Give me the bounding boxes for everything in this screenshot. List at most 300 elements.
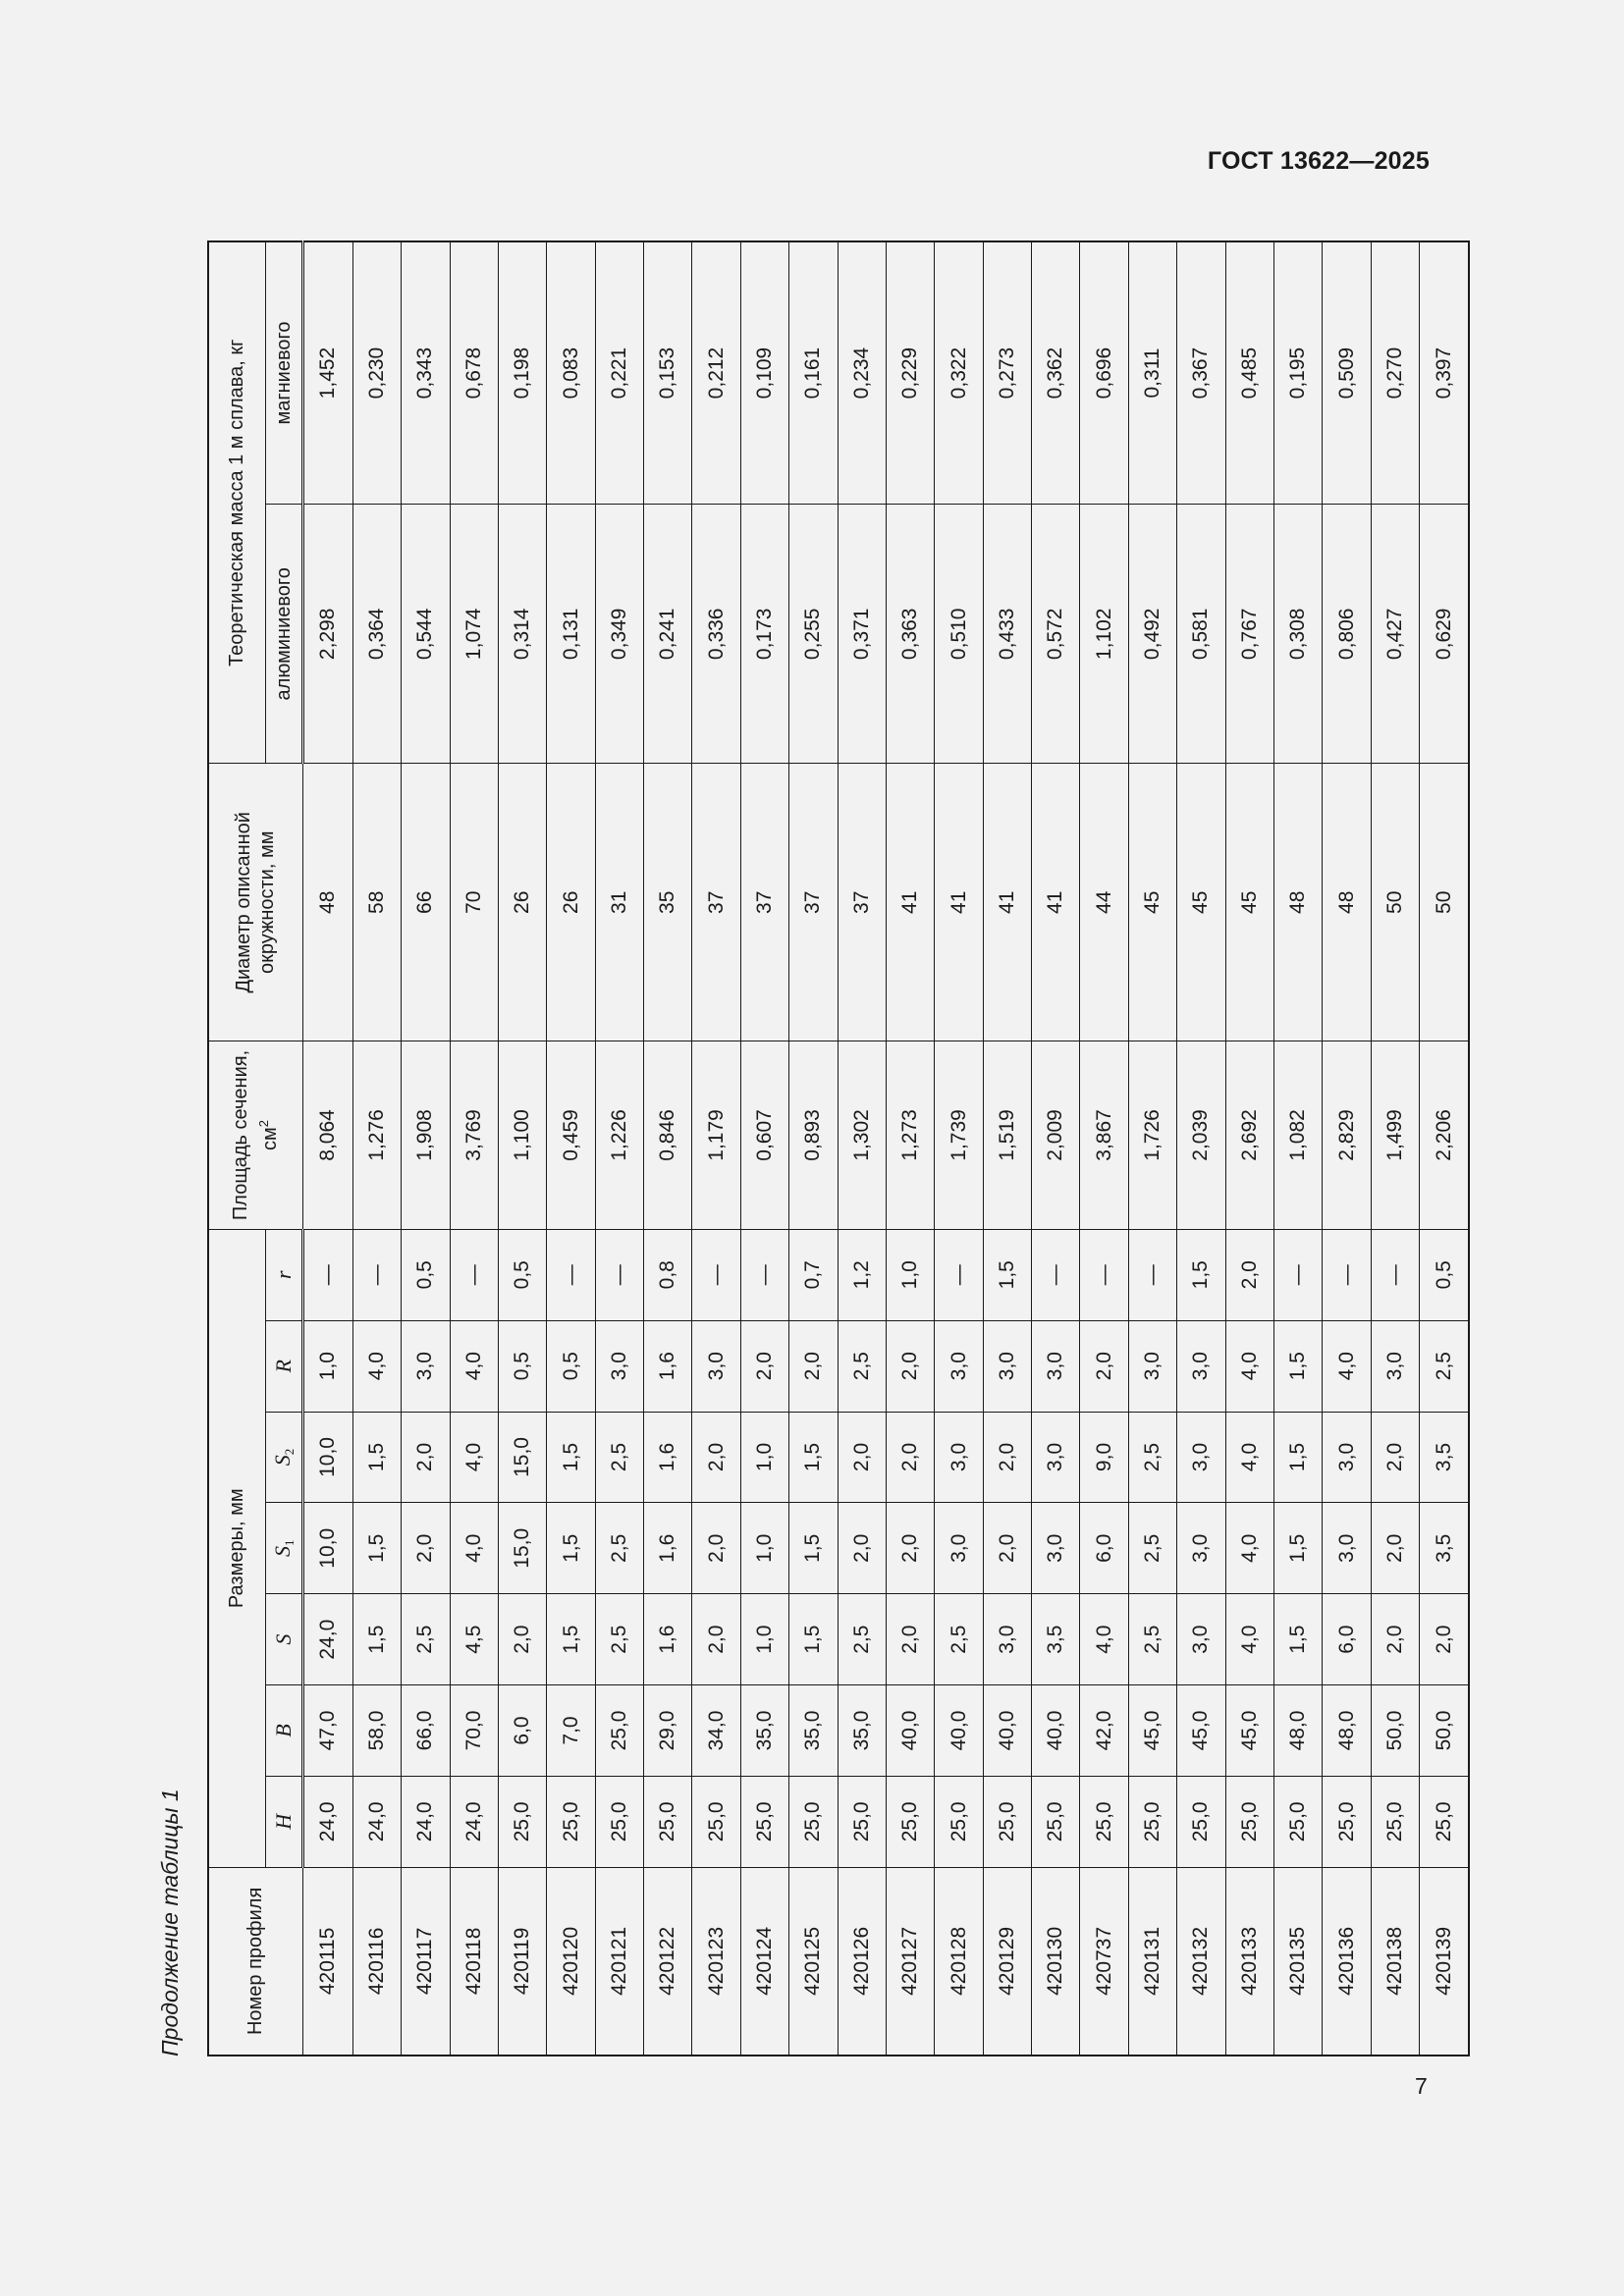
- cell-S1: 3,0: [935, 1503, 983, 1594]
- cell-S2: 2,0: [402, 1412, 450, 1503]
- cell-area: 2,039: [1177, 1041, 1225, 1230]
- cell-R: 2,0: [740, 1320, 788, 1412]
- cell-S: 2,5: [595, 1594, 643, 1685]
- cell-profile-number: 420128: [935, 1867, 983, 2056]
- cell-mass-aluminum: 0,572: [1032, 505, 1080, 764]
- cell-S1: 2,0: [983, 1503, 1031, 1594]
- rotated-table-block: [154, 240, 1470, 2056]
- cell-mass-aluminum: 0,364: [352, 505, 401, 764]
- cell-R: 0,5: [498, 1320, 546, 1412]
- cell-profile-number: 420124: [740, 1867, 788, 2056]
- header-mass: Теоретическая масса 1 м сплава, кг: [208, 241, 265, 764]
- cell-r: 0,5: [1420, 1229, 1469, 1320]
- cell-S: 24,0: [302, 1594, 352, 1685]
- cell-r: —: [740, 1229, 788, 1320]
- cell-mass-aluminum: 2,298: [302, 505, 352, 764]
- cell-mass-aluminum: 1,074: [450, 505, 498, 764]
- cell-mass-aluminum: 1,102: [1080, 505, 1128, 764]
- cell-S: 4,0: [1225, 1594, 1273, 1685]
- cell-S2: 2,0: [1371, 1412, 1419, 1503]
- cell-diameter: 45: [1225, 764, 1273, 1041]
- cell-mass-aluminum: 0,363: [886, 505, 934, 764]
- cell-r: 1,5: [983, 1229, 1031, 1320]
- table-row: [1128, 241, 1176, 2056]
- cell-B: 34,0: [692, 1685, 740, 1777]
- cell-B: 45,0: [1225, 1685, 1273, 1777]
- cell-mass-magnesium: 0,229: [886, 241, 934, 505]
- cell-profile-number: 420121: [595, 1867, 643, 2056]
- cell-mass-aluminum: 0,427: [1371, 505, 1419, 764]
- cell-area: 0,893: [789, 1041, 838, 1230]
- cell-r: —: [1273, 1229, 1322, 1320]
- table-row: [983, 241, 1031, 2056]
- cell-H: 25,0: [935, 1776, 983, 1867]
- cell-diameter: 48: [1323, 764, 1371, 1041]
- cell-R: 4,0: [450, 1320, 498, 1412]
- cell-B: 48,0: [1323, 1685, 1371, 1777]
- cell-mass-aluminum: 0,241: [644, 505, 692, 764]
- header-profile-number: Номер профиля: [208, 1867, 302, 2056]
- cell-diameter: 50: [1371, 764, 1419, 1041]
- cell-B: 7,0: [547, 1685, 595, 1777]
- table-row: [1225, 241, 1273, 2056]
- cell-diameter: 66: [402, 764, 450, 1041]
- cell-R: 3,0: [1371, 1320, 1419, 1412]
- cell-mass-magnesium: 0,161: [789, 241, 838, 505]
- cell-S: 4,5: [450, 1594, 498, 1685]
- table-row: [789, 241, 838, 2056]
- cell-area: 1,273: [886, 1041, 934, 1230]
- cell-B: 35,0: [838, 1685, 886, 1777]
- cell-S2: 15,0: [498, 1412, 546, 1503]
- cell-S1: 4,0: [450, 1503, 498, 1594]
- cell-r: 1,0: [886, 1229, 934, 1320]
- cell-mass-magnesium: 0,212: [692, 241, 740, 505]
- cell-mass-magnesium: 0,273: [983, 241, 1031, 505]
- cell-mass-aluminum: 0,510: [935, 505, 983, 764]
- cell-profile-number: 420118: [450, 1867, 498, 2056]
- cell-mass-magnesium: 0,195: [1273, 241, 1322, 505]
- cell-H: 25,0: [1080, 1776, 1128, 1867]
- page-number: 7: [1415, 2073, 1428, 2099]
- cell-S: 2,5: [402, 1594, 450, 1685]
- cell-S: 4,0: [1080, 1594, 1128, 1685]
- cell-diameter: 37: [692, 764, 740, 1041]
- cell-mass-aluminum: 0,314: [498, 505, 546, 764]
- cell-B: 29,0: [644, 1685, 692, 1777]
- header-aluminum: алюминиевого: [265, 505, 302, 764]
- cell-diameter: 44: [1080, 764, 1128, 1041]
- cell-area: 1,179: [692, 1041, 740, 1230]
- table-row: [1420, 241, 1469, 2056]
- cell-B: 45,0: [1128, 1685, 1176, 1777]
- cell-H: 25,0: [644, 1776, 692, 1867]
- cell-B: 42,0: [1080, 1685, 1128, 1777]
- cell-r: 0,5: [498, 1229, 546, 1320]
- cell-H: 24,0: [450, 1776, 498, 1867]
- cell-S: 2,0: [692, 1594, 740, 1685]
- cell-r: —: [450, 1229, 498, 1320]
- cell-R: 3,0: [1177, 1320, 1225, 1412]
- cell-S1: 6,0: [1080, 1503, 1128, 1594]
- cell-mass-magnesium: 0,230: [352, 241, 401, 505]
- cell-r: —: [547, 1229, 595, 1320]
- cell-profile-number: 420127: [886, 1867, 934, 2056]
- cell-mass-magnesium: 0,109: [740, 241, 788, 505]
- cell-diameter: 70: [450, 764, 498, 1041]
- cell-mass-aluminum: 0,255: [789, 505, 838, 764]
- header-r: r: [265, 1229, 302, 1320]
- cell-r: —: [935, 1229, 983, 1320]
- cell-diameter: 37: [789, 764, 838, 1041]
- cell-S1: 4,0: [1225, 1503, 1273, 1594]
- cell-profile-number: 420737: [1080, 1867, 1128, 2056]
- cell-B: 48,0: [1273, 1685, 1322, 1777]
- cell-profile-number: 420116: [352, 1867, 401, 2056]
- cell-mass-magnesium: 1,452: [302, 241, 352, 505]
- cell-S1: 1,5: [352, 1503, 401, 1594]
- cell-mass-aluminum: 0,308: [1273, 505, 1322, 764]
- cell-diameter: 41: [935, 764, 983, 1041]
- cell-r: 0,7: [789, 1229, 838, 1320]
- table-row: [402, 241, 450, 2056]
- cell-S: 2,5: [1128, 1594, 1176, 1685]
- cell-area: 2,009: [1032, 1041, 1080, 1230]
- cell-area: 1,499: [1371, 1041, 1419, 1230]
- cell-S: 1,5: [1273, 1594, 1322, 1685]
- cell-mass-aluminum: 0,806: [1323, 505, 1371, 764]
- cell-S2: 3,0: [935, 1412, 983, 1503]
- cell-R: 4,0: [1225, 1320, 1273, 1412]
- header-B: B: [265, 1685, 302, 1777]
- cell-B: 40,0: [983, 1685, 1031, 1777]
- cell-S: 2,5: [838, 1594, 886, 1685]
- cell-B: 40,0: [1032, 1685, 1080, 1777]
- cell-profile-number: 420131: [1128, 1867, 1176, 2056]
- cell-S1: 3,0: [1032, 1503, 1080, 1594]
- cell-r: —: [692, 1229, 740, 1320]
- table-row: [450, 241, 498, 2056]
- cell-R: 4,0: [1323, 1320, 1371, 1412]
- table-row: [1032, 241, 1080, 2056]
- cell-R: 3,0: [595, 1320, 643, 1412]
- cell-S2: 2,0: [838, 1412, 886, 1503]
- cell-H: 25,0: [1225, 1776, 1273, 1867]
- table-row: [1080, 241, 1128, 2056]
- cell-S2: 3,5: [1420, 1412, 1469, 1503]
- table-row: [1323, 241, 1371, 2056]
- cell-area: 0,607: [740, 1041, 788, 1230]
- cell-S2: 4,0: [450, 1412, 498, 1503]
- cell-B: 45,0: [1177, 1685, 1225, 1777]
- cell-r: 2,0: [1225, 1229, 1273, 1320]
- cell-mass-magnesium: 0,198: [498, 241, 546, 505]
- cell-mass-aluminum: 0,492: [1128, 505, 1176, 764]
- table-row: [644, 241, 692, 2056]
- cell-diameter: 48: [1273, 764, 1322, 1041]
- cell-S1: 2,0: [402, 1503, 450, 1594]
- cell-profile-number: 420139: [1420, 1867, 1469, 2056]
- cell-R: 2,0: [886, 1320, 934, 1412]
- cell-H: 25,0: [789, 1776, 838, 1867]
- cell-area: 1,100: [498, 1041, 546, 1230]
- cell-mass-magnesium: 0,322: [935, 241, 983, 505]
- cell-S1: 3,5: [1420, 1503, 1469, 1594]
- cell-diameter: 58: [352, 764, 401, 1041]
- cell-S2: 2,0: [692, 1412, 740, 1503]
- cell-mass-magnesium: 0,367: [1177, 241, 1225, 505]
- cell-area: 8,064: [302, 1041, 352, 1230]
- cell-profile-number: 420130: [1032, 1867, 1080, 2056]
- cell-S: 3,0: [1177, 1594, 1225, 1685]
- cell-diameter: 35: [644, 764, 692, 1041]
- cell-R: 2,5: [838, 1320, 886, 1412]
- cell-area: 1,276: [352, 1041, 401, 1230]
- cell-area: 2,206: [1420, 1041, 1469, 1230]
- cell-H: 25,0: [1371, 1776, 1419, 1867]
- cell-r: 1,5: [1177, 1229, 1225, 1320]
- cell-B: 35,0: [740, 1685, 788, 1777]
- cell-S1: 2,5: [595, 1503, 643, 1594]
- table-row: [886, 241, 934, 2056]
- table-row: [1371, 241, 1419, 2056]
- cell-area: 1,082: [1273, 1041, 1322, 1230]
- cell-H: 25,0: [1273, 1776, 1322, 1867]
- cell-B: 35,0: [789, 1685, 838, 1777]
- cell-S: 2,0: [886, 1594, 934, 1685]
- cell-mass-magnesium: 0,083: [547, 241, 595, 505]
- cell-S: 2,5: [935, 1594, 983, 1685]
- cell-profile-number: 420117: [402, 1867, 450, 2056]
- cell-mass-magnesium: 0,221: [595, 241, 643, 505]
- cell-S1: 1,6: [644, 1503, 692, 1594]
- cell-area: 1,519: [983, 1041, 1031, 1230]
- cell-r: —: [595, 1229, 643, 1320]
- cell-S: 1,5: [547, 1594, 595, 1685]
- table-row: [547, 241, 595, 2056]
- cell-area: 1,302: [838, 1041, 886, 1230]
- cell-S: 2,0: [1420, 1594, 1469, 1685]
- cell-R: 3,0: [1032, 1320, 1080, 1412]
- cell-area: 2,829: [1323, 1041, 1371, 1230]
- cell-S2: 3,0: [1032, 1412, 1080, 1503]
- table-row: [352, 241, 401, 2056]
- header-S: S: [265, 1594, 302, 1685]
- cell-R: 3,0: [1128, 1320, 1176, 1412]
- cell-S: 3,0: [983, 1594, 1031, 1685]
- cell-mass-magnesium: 0,485: [1225, 241, 1273, 505]
- cell-S: 3,5: [1032, 1594, 1080, 1685]
- cell-mass-aluminum: 0,629: [1420, 505, 1469, 764]
- table-row: [692, 241, 740, 2056]
- cell-r: —: [352, 1229, 401, 1320]
- cell-B: 40,0: [935, 1685, 983, 1777]
- cell-S2: 2,0: [983, 1412, 1031, 1503]
- cell-S2: 1,5: [1273, 1412, 1322, 1503]
- cell-mass-magnesium: 0,234: [838, 241, 886, 505]
- cell-H: 25,0: [498, 1776, 546, 1867]
- cell-mass-aluminum: 0,173: [740, 505, 788, 764]
- cell-H: 25,0: [1128, 1776, 1176, 1867]
- cell-S1: 1,5: [789, 1503, 838, 1594]
- table-row: [935, 241, 983, 2056]
- cell-r: 1,2: [838, 1229, 886, 1320]
- cell-diameter: 26: [547, 764, 595, 1041]
- cell-mass-magnesium: 0,311: [1128, 241, 1176, 505]
- cell-mass-magnesium: 0,397: [1420, 241, 1469, 505]
- cell-S1: 1,5: [547, 1503, 595, 1594]
- cell-S1: 1,0: [740, 1503, 788, 1594]
- cell-H: 25,0: [838, 1776, 886, 1867]
- cell-S: 6,0: [1323, 1594, 1371, 1685]
- cell-mass-aluminum: 0,433: [983, 505, 1031, 764]
- cell-S2: 1,5: [789, 1412, 838, 1503]
- cell-profile-number: 420119: [498, 1867, 546, 2056]
- cell-R: 1,6: [644, 1320, 692, 1412]
- cell-mass-aluminum: 0,767: [1225, 505, 1273, 764]
- cell-r: —: [1080, 1229, 1128, 1320]
- cell-S: 1,0: [740, 1594, 788, 1685]
- cell-diameter: 45: [1177, 764, 1225, 1041]
- cell-r: 0,5: [402, 1229, 450, 1320]
- cell-mass-aluminum: 0,131: [547, 505, 595, 764]
- cell-R: 3,0: [402, 1320, 450, 1412]
- cell-H: 24,0: [402, 1776, 450, 1867]
- cell-B: 25,0: [595, 1685, 643, 1777]
- cell-H: 24,0: [302, 1776, 352, 1867]
- cell-H: 25,0: [1177, 1776, 1225, 1867]
- cell-R: 3,0: [692, 1320, 740, 1412]
- cell-area: 3,867: [1080, 1041, 1128, 1230]
- cell-area: 0,846: [644, 1041, 692, 1230]
- cell-diameter: 37: [740, 764, 788, 1041]
- cell-S1: 1,5: [1273, 1503, 1322, 1594]
- cell-profile-number: 420132: [1177, 1867, 1225, 2056]
- cell-area: 1,908: [402, 1041, 450, 1230]
- cell-H: 25,0: [983, 1776, 1031, 1867]
- cell-R: 2,0: [1080, 1320, 1128, 1412]
- cell-r: —: [1032, 1229, 1080, 1320]
- cell-S: 1,6: [644, 1594, 692, 1685]
- cell-profile-number: 420135: [1273, 1867, 1322, 2056]
- cell-R: 2,5: [1420, 1320, 1469, 1412]
- cell-B: 66,0: [402, 1685, 450, 1777]
- cell-S1: 10,0: [302, 1503, 352, 1594]
- cell-profile-number: 420122: [644, 1867, 692, 2056]
- cell-S: 1,5: [352, 1594, 401, 1685]
- cell-H: 25,0: [692, 1776, 740, 1867]
- cell-mass-aluminum: 0,349: [595, 505, 643, 764]
- table-row: [1177, 241, 1225, 2056]
- cell-B: 58,0: [352, 1685, 401, 1777]
- cell-profile-number: 420133: [1225, 1867, 1273, 2056]
- cell-R: 3,0: [935, 1320, 983, 1412]
- cell-H: 25,0: [1323, 1776, 1371, 1867]
- cell-mass-aluminum: 0,581: [1177, 505, 1225, 764]
- cell-S: 2,0: [498, 1594, 546, 1685]
- cell-S2: 10,0: [302, 1412, 352, 1503]
- header-S2: $S_2$: [265, 1412, 302, 1503]
- cell-H: 25,0: [1420, 1776, 1469, 1867]
- cell-S2: 3,0: [1323, 1412, 1371, 1503]
- cell-mass-magnesium: 0,153: [644, 241, 692, 505]
- cell-diameter: 26: [498, 764, 546, 1041]
- cell-R: 4,0: [352, 1320, 401, 1412]
- cell-r: —: [302, 1229, 352, 1320]
- cell-H: 25,0: [886, 1776, 934, 1867]
- cell-H: 24,0: [352, 1776, 401, 1867]
- cell-S1: 2,0: [692, 1503, 740, 1594]
- cell-R: 3,0: [983, 1320, 1031, 1412]
- cell-S2: 9,0: [1080, 1412, 1128, 1503]
- cell-H: 25,0: [1032, 1776, 1080, 1867]
- cell-mass-aluminum: 0,336: [692, 505, 740, 764]
- cell-area: 1,739: [935, 1041, 983, 1230]
- cell-area: 2,692: [1225, 1041, 1273, 1230]
- cell-profile-number: 420115: [302, 1867, 352, 2056]
- cell-R: 2,0: [789, 1320, 838, 1412]
- cell-r: —: [1323, 1229, 1371, 1320]
- cell-S2: 3,0: [1177, 1412, 1225, 1503]
- cell-S2: 1,5: [352, 1412, 401, 1503]
- cell-mass-magnesium: 0,696: [1080, 241, 1128, 505]
- table-row: [498, 241, 546, 2056]
- cell-mass-magnesium: 0,362: [1032, 241, 1080, 505]
- cell-S1: 2,0: [1371, 1503, 1419, 1594]
- cell-diameter: 48: [302, 764, 352, 1041]
- cell-profile-number: 420126: [838, 1867, 886, 2056]
- cell-diameter: 37: [838, 764, 886, 1041]
- standard-designation: ГОСТ 13622—2025: [1207, 147, 1430, 175]
- header-H: H: [265, 1776, 302, 1867]
- cell-S2: 2,0: [886, 1412, 934, 1503]
- cell-S1: 3,0: [1177, 1503, 1225, 1594]
- cell-S1: 15,0: [498, 1503, 546, 1594]
- cell-S2: 1,0: [740, 1412, 788, 1503]
- cell-S2: 1,5: [547, 1412, 595, 1503]
- cell-r: —: [1371, 1229, 1419, 1320]
- cell-B: 50,0: [1420, 1685, 1469, 1777]
- cell-profile-number: 420120: [547, 1867, 595, 2056]
- cell-R: 1,5: [1273, 1320, 1322, 1412]
- cell-mass-magnesium: 0,343: [402, 241, 450, 505]
- table-row: [838, 241, 886, 2056]
- table-row: [595, 241, 643, 2056]
- profile-table: [207, 240, 1470, 2056]
- header-diameter: Диаметр описанной окружности, мм: [208, 764, 302, 1041]
- cell-B: 40,0: [886, 1685, 934, 1777]
- cell-area: 0,459: [547, 1041, 595, 1230]
- cell-mass-magnesium: 0,509: [1323, 241, 1371, 505]
- cell-S2: 4,0: [1225, 1412, 1273, 1503]
- cell-S1: 2,0: [838, 1503, 886, 1594]
- cell-mass-magnesium: 0,270: [1371, 241, 1419, 505]
- cell-S2: 2,5: [1128, 1412, 1176, 1503]
- cell-diameter: 41: [983, 764, 1031, 1041]
- cell-r: 0,8: [644, 1229, 692, 1320]
- cell-profile-number: 420138: [1371, 1867, 1419, 2056]
- table-caption: Продолжение таблицы 1: [157, 1789, 183, 2056]
- cell-profile-number: 420123: [692, 1867, 740, 2056]
- cell-R: 0,5: [547, 1320, 595, 1412]
- table-row: [1273, 241, 1322, 2056]
- cell-B: 70,0: [450, 1685, 498, 1777]
- cell-diameter: 50: [1420, 764, 1469, 1041]
- cell-diameter: 31: [595, 764, 643, 1041]
- cell-mass-aluminum: 0,544: [402, 505, 450, 764]
- cell-S: 2,0: [1371, 1594, 1419, 1685]
- header-R: R: [265, 1320, 302, 1412]
